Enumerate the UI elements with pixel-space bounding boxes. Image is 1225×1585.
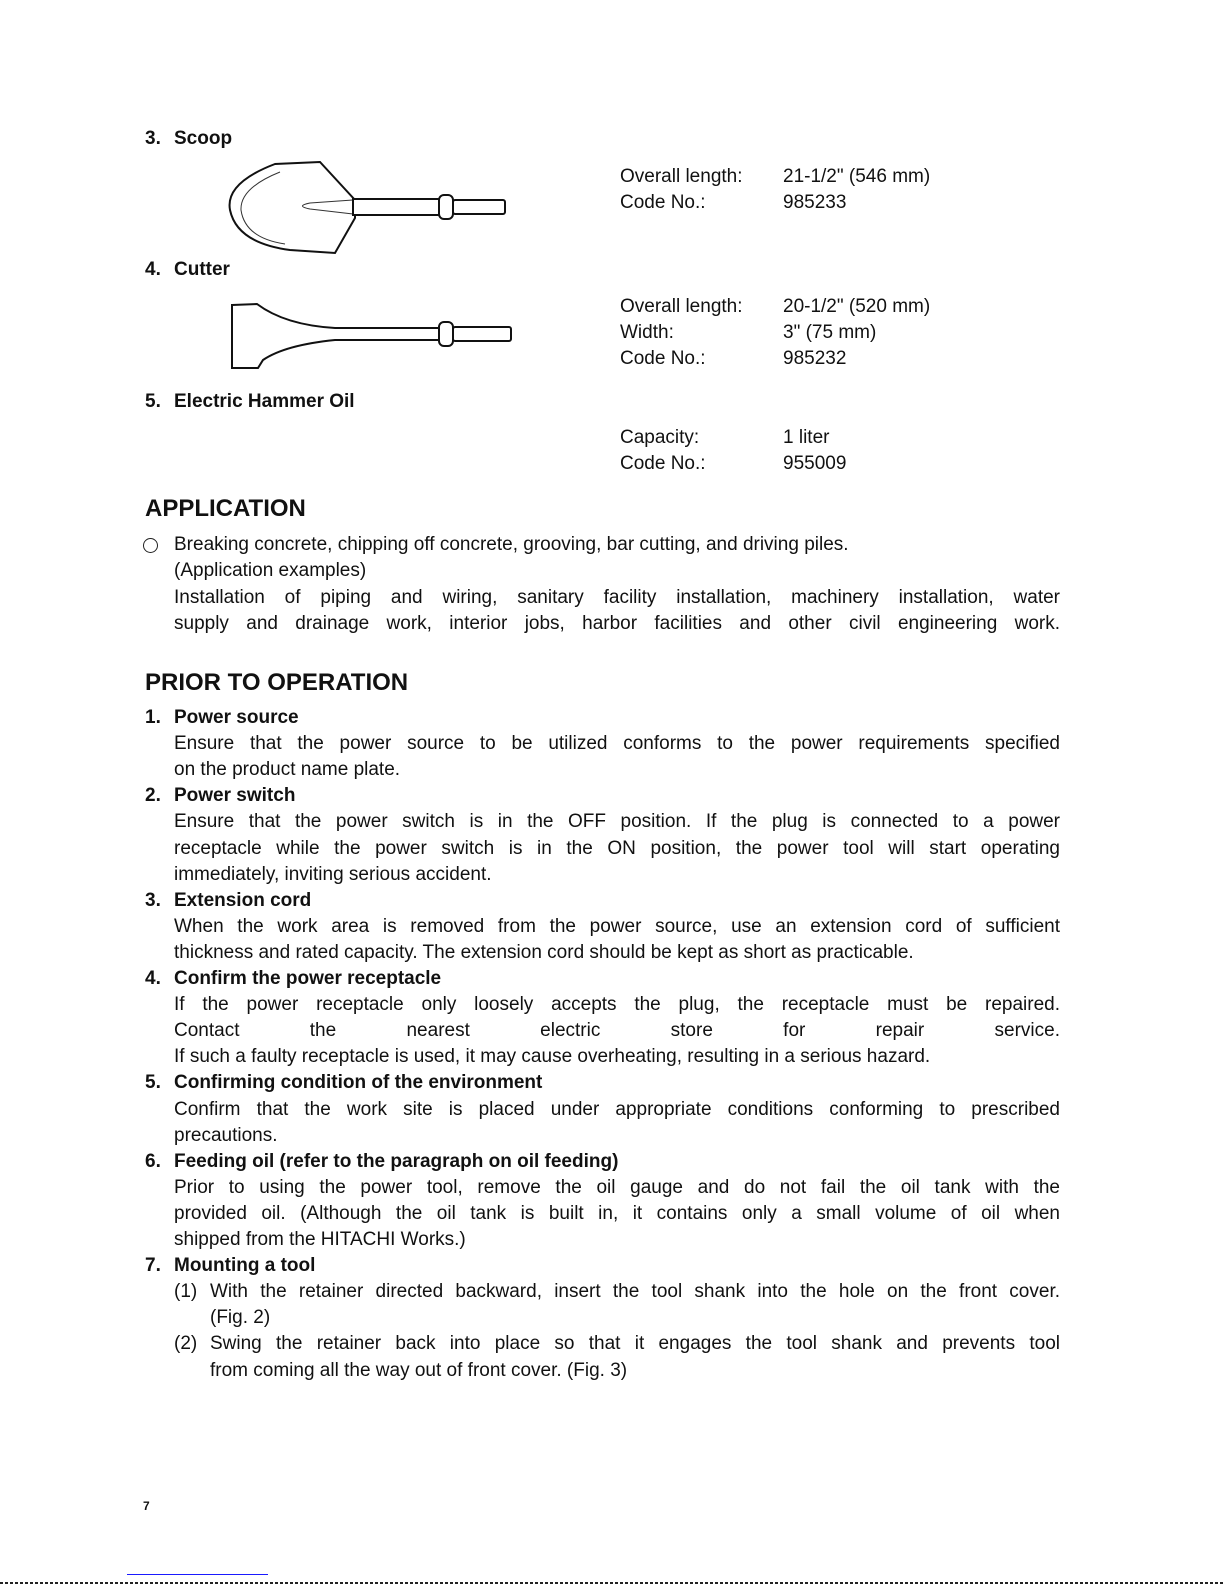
- cutter-illustration: [225, 300, 520, 375]
- item-number: 1.: [145, 707, 161, 728]
- item-number: 6.: [145, 1150, 161, 1172]
- spec-value: 955009: [783, 453, 847, 474]
- body-line: precautions.: [174, 1124, 278, 1146]
- spec-value: 21-1/2" (546 mm): [783, 166, 931, 187]
- body-line: Prior to using the power tool, remove the oil gauge and do not fail the oil tank with the: [174, 1176, 1060, 1198]
- spec-value: 3" (75 mm): [783, 322, 877, 343]
- spec-value: 1 liter: [783, 427, 830, 448]
- spec-label: Capacity:: [620, 427, 700, 448]
- body-line: Ensure that the power source to be utilized conforms to the power requirements specified: [174, 733, 1060, 755]
- body-line: from coming all the way out of front cover. (Fig. 3): [210, 1359, 628, 1381]
- body-line: thickness and rated capacity. The extension cord should be kept as short as practicable.: [174, 941, 914, 963]
- body-line: Swing the retainer back into place so that it engages the tool shank and prevents tool: [210, 1333, 1060, 1355]
- application-line: Breaking concrete, chipping off concrete, grooving, bar cutting, and driving piles.: [174, 534, 849, 555]
- spec-label: Overall length:: [620, 166, 743, 187]
- page-number: 7: [143, 1499, 150, 1513]
- item-title: Confirm the power receptacle: [174, 968, 442, 989]
- body-line: If the power receptacle only loosely accepts the plug, the receptacle must be repaired.: [174, 994, 1060, 1016]
- item-number: 3.: [145, 128, 161, 149]
- section-heading-application: APPLICATION: [145, 495, 306, 522]
- body-line: receptacle while the power switch is in the ON position, the power tool will start operating: [174, 837, 1060, 859]
- footer-link-underline: [127, 1574, 268, 1575]
- item-number: 2.: [145, 785, 161, 807]
- item-number: 4.: [145, 968, 161, 989]
- item-title: Power switch: [174, 785, 296, 807]
- body-line: shipped from the HITACHI Works.): [174, 1229, 466, 1250]
- sub-number: (2): [174, 1333, 198, 1355]
- body-line: Confirm that the work site is placed under appropriate conditions conforming to prescribed: [174, 1098, 1060, 1120]
- spec-value: 20-1/2" (520 mm): [783, 296, 931, 317]
- item-title: Extension cord: [174, 889, 312, 911]
- body-line: When the work area is removed from the power source, use an extension cord of sufficient: [174, 915, 1060, 937]
- body-line: (Fig. 2): [210, 1307, 271, 1329]
- item-number: 4.: [145, 259, 161, 280]
- body-line: Ensure that the power switch is in the OFF position. If the plug is connected to a power: [174, 811, 1060, 833]
- item-title: Feeding oil (refer to the paragraph on oil feeding): [174, 1150, 619, 1172]
- body-line: Contact the nearest electric store for repair service.: [174, 1020, 1060, 1042]
- item-number: 3.: [145, 889, 161, 911]
- page-bottom-rule: [0, 1582, 1225, 1584]
- body-line: If such a faulty receptacle is used, it may cause overheating, resulting in a serious hazard.: [174, 1046, 931, 1068]
- item-title: Confirming condition of the environment: [174, 1072, 543, 1094]
- body-line: on the product name plate.: [174, 759, 401, 781]
- sub-number: (1): [174, 1281, 198, 1303]
- spec-label: Code No.:: [620, 453, 706, 474]
- application-line: Installation of piping and wiring, sanitary facility installation, machinery installation, water: [174, 586, 1060, 608]
- item-number: 5.: [145, 1072, 161, 1094]
- application-line: supply and drainage work, interior jobs, harbor facilities and other civil engineering work.: [174, 612, 1060, 634]
- item-title: Cutter: [174, 259, 230, 280]
- item-title: Mounting a tool: [174, 1255, 316, 1277]
- circle-bullet-icon: [143, 538, 158, 553]
- body-line: provided oil. (Although the oil tank is built in, it contains only a small volume of oil when: [174, 1202, 1060, 1224]
- body-line: With the retainer directed backward, insert the tool shank into the hole on the front cover.: [210, 1281, 1060, 1303]
- section-heading-prior-to-operation: PRIOR TO OPERATION: [145, 669, 409, 696]
- spec-value: 985232: [783, 348, 847, 369]
- item-title: Scoop: [174, 128, 233, 149]
- body-line: immediately, inviting serious accident.: [174, 863, 492, 885]
- scoop-illustration: [225, 158, 515, 263]
- item-number: 7.: [145, 1255, 161, 1277]
- item-title: Electric Hammer Oil: [174, 391, 355, 412]
- spec-value: 985233: [783, 192, 847, 213]
- item-number: 5.: [145, 391, 161, 412]
- item-title: Power source: [174, 707, 299, 728]
- spec-label: Code No.:: [620, 192, 706, 213]
- spec-label: Width:: [620, 322, 674, 343]
- application-line: (Application examples): [174, 560, 367, 582]
- spec-label: Overall length:: [620, 296, 743, 317]
- spec-label: Code No.:: [620, 348, 706, 369]
